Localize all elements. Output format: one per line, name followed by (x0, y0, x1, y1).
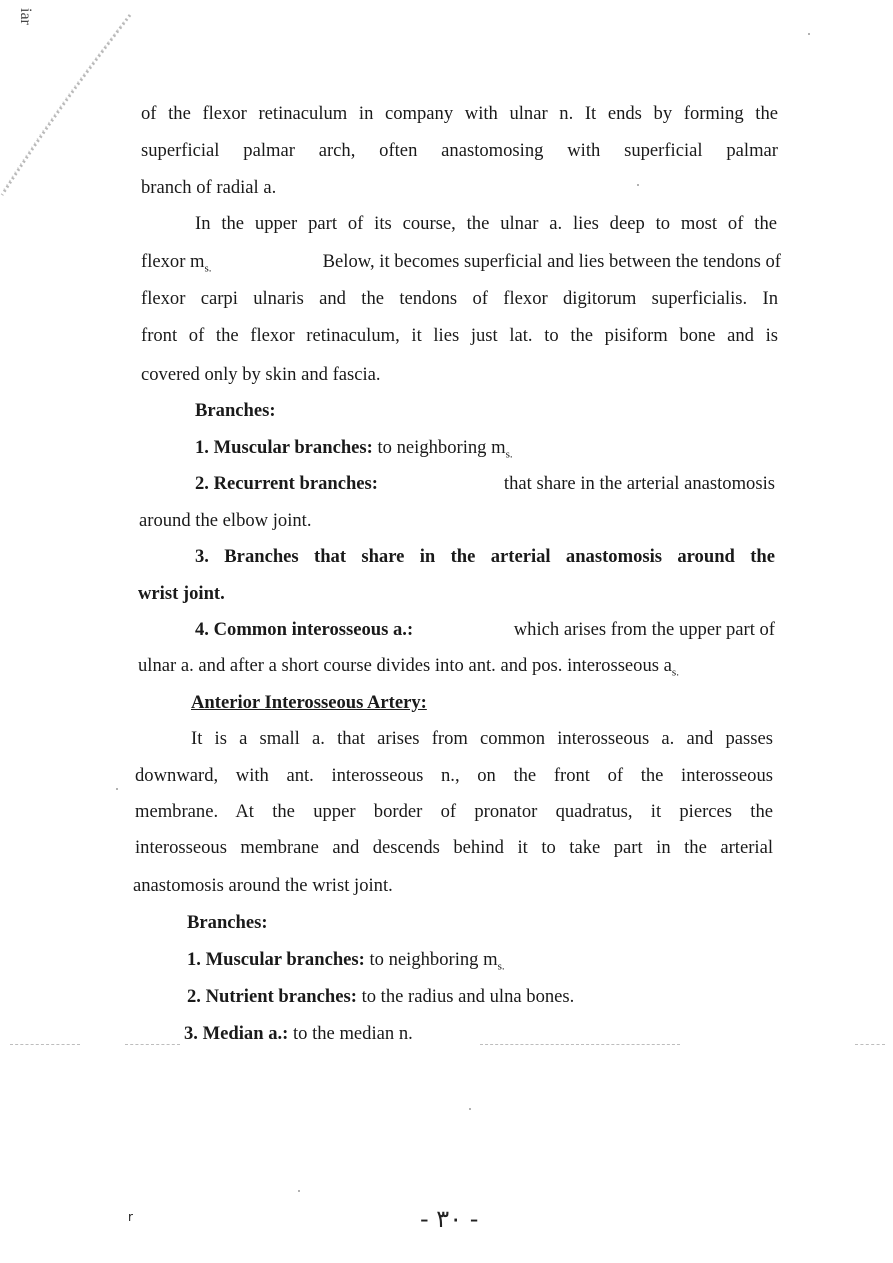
scan-speck (116, 788, 118, 790)
margin-note: iar (17, 8, 34, 25)
scan-speck (808, 33, 810, 35)
para2-line4: front of the flexor retinaculum, it lies just lat. to the pisiform bone and is (141, 325, 778, 346)
branches-heading: Branches: (195, 400, 276, 421)
ulnar-branch-2-cont: around the elbow joint. (139, 510, 312, 531)
scan-speck (469, 1108, 471, 1110)
ulnar-branch-1: 1. Muscular branches: to neighboring $m_{s.}$ (195, 437, 513, 461)
ulnar-branch-3-cont: wrist joint. (138, 583, 225, 604)
para2-line3: flexor carpi ulnaris and the tendons of flexor digitorum superficialis. In (141, 288, 778, 309)
ulnar-branch-4: 4. Common interosseous a.: which arises from the upper part of (195, 619, 775, 640)
scan-streak-decoration (0, 10, 150, 200)
para1-line2: superficial palmar arch, often anastomosing with superficial palmar (141, 140, 778, 161)
anterior-interosseous-heading: Anterior Interosseous Artery: (191, 692, 427, 713)
para1-line3: branch of radial a. (141, 177, 277, 198)
para2-line2-start: flexor $m_{s.}$ (141, 251, 212, 275)
ant-branches-heading: Branches: (187, 912, 268, 933)
scan-dash-mid-right (480, 1044, 680, 1047)
ulnar-branch-4-cont: ulnar a. and after a short course divides into ant. and pos. interosseous $a_{s.}$ (138, 655, 679, 679)
ant-para-line2: downward, with ant. interosseous n., on the front of the interosseous (135, 765, 773, 786)
scan-dash-right (855, 1044, 885, 1047)
para2-line2 (141, 251, 781, 280)
ant-branch-1: 1. Muscular branches: to neighboring $m_{s.}$ (187, 949, 505, 973)
scan-speck (637, 184, 639, 186)
ant-para-line1: It is a small a. that arises from common interosseous a. and passes (191, 728, 773, 749)
scan-dash-mid-left (125, 1044, 180, 1047)
corner-mark: r (128, 1210, 133, 1224)
scan-speck (298, 1190, 300, 1192)
para2-line2-end: Below, it becomes superficial and lies between the tendons of (322, 251, 781, 272)
para2-line5: covered only by skin and fascia. (141, 364, 381, 385)
page-number: - ٣٠ - (420, 1205, 479, 1233)
scan-dash-left (10, 1044, 80, 1047)
ant-branch-2: 2. Nutrient branches: to the radius and ulna bones. (187, 986, 575, 1007)
ulnar-branch-3: 3. Branches that share in the arterial anastomosis around the (195, 546, 775, 567)
ulnar-branch-2: 2. Recurrent branches: that share in the arterial anastomosis (195, 473, 775, 494)
ant-para-line3: membrane. At the upper border of pronator quadratus, it pierces the (135, 801, 773, 822)
ant-para-line4: interosseous membrane and descends behind it to take part in the arterial (135, 837, 773, 858)
para1-line1: of the flexor retinaculum in company with ulnar n. It ends by forming the (141, 103, 778, 124)
ant-para-line5: anastomosis around the wrist joint. (133, 875, 393, 896)
ant-branch-3: 3. Median a.: to the median n. (184, 1023, 413, 1044)
para2-line1: In the upper part of its course, the ulnar a. lies deep to most of the (195, 213, 777, 234)
